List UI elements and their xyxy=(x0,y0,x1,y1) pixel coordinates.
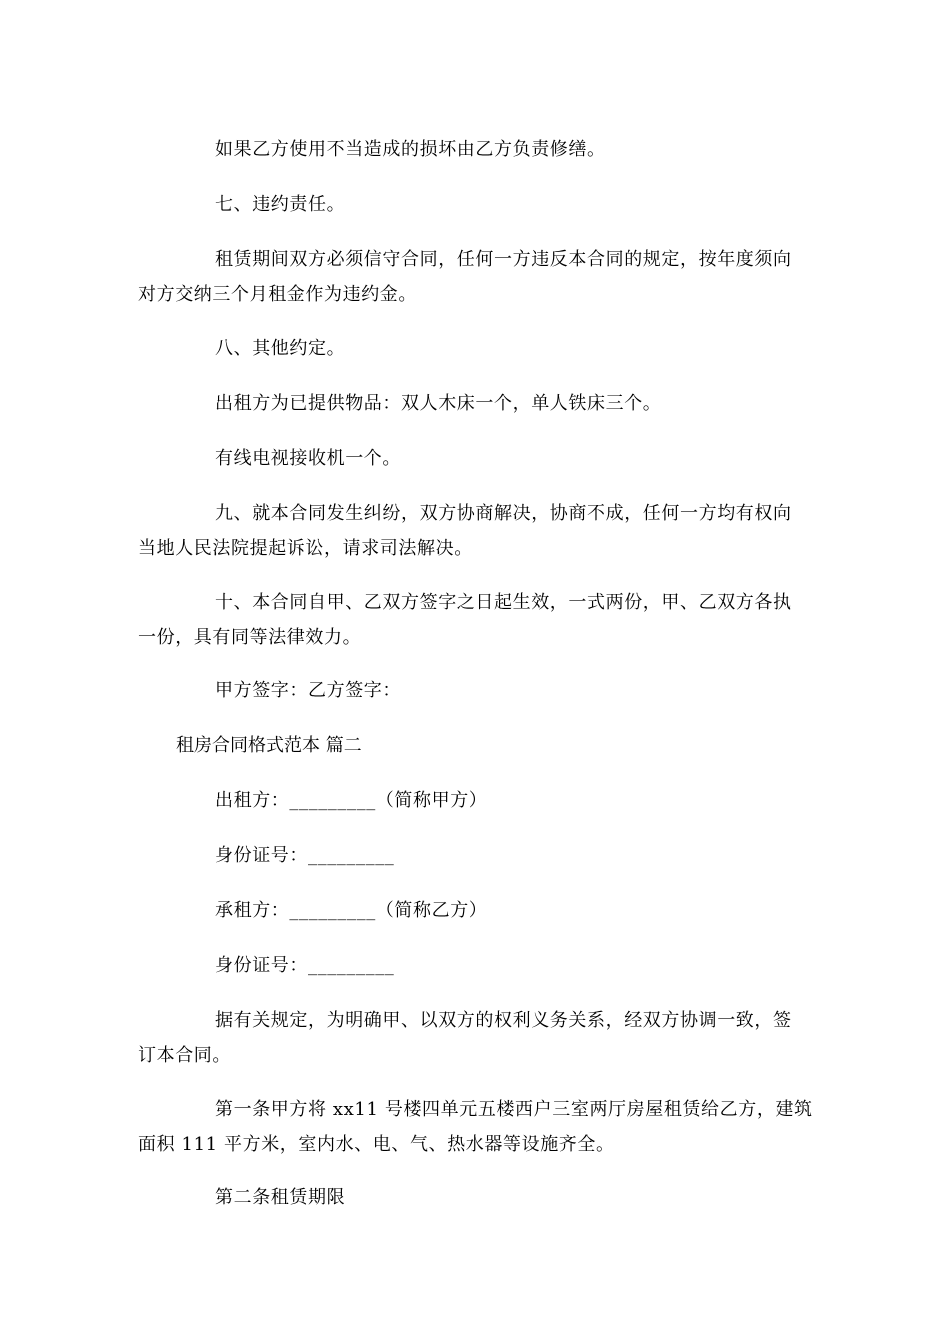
paragraph-items xyxy=(138,386,814,421)
text-line: 租赁期间双方必须信守合同，任何一方违反本合同的规定，按年度须向 xyxy=(215,249,792,270)
text-line: 身份证号：_________ xyxy=(215,955,395,976)
paragraph-article-1 xyxy=(138,1092,814,1162)
paragraph-repair xyxy=(138,132,814,167)
paragraph-preamble xyxy=(138,1003,814,1073)
field-lessee-id xyxy=(138,948,814,983)
text-line: 第二条租赁期限 xyxy=(215,1187,346,1208)
text-line: 据有关规定，为明确甲、以双方的权利义务关系，经双方协调一致，签 xyxy=(215,1010,792,1031)
text-line: 甲方签字：乙方签字： xyxy=(215,680,401,701)
text-line: 出租方：_________（简称甲方） xyxy=(215,790,488,811)
text-line: 有线电视接收机一个。 xyxy=(215,448,401,469)
text-line: 出租方为已提供物品：双人木床一个，单人铁床三个。 xyxy=(215,393,662,414)
text-line: 面积 111 平方米，室内水、电、气、热水器等设施齐全。 xyxy=(138,1134,615,1155)
text-line: 八、其他约定。 xyxy=(215,338,346,359)
paragraph-article-2 xyxy=(138,1180,814,1215)
text-line: 当地人民法院提起诉讼，请求司法解决。 xyxy=(138,538,473,559)
text-line: 第一条甲方将 xx11 号楼四单元五楼西户三室两厅房屋租赁给乙方，建筑 xyxy=(215,1099,813,1120)
text-line: 一份，具有同等法律效力。 xyxy=(138,627,362,648)
paragraph-other-heading xyxy=(138,331,814,366)
text-line: 对方交纳三个月租金作为违约金。 xyxy=(138,284,417,305)
text-line: 九、就本合同发生纠纷，双方协商解决，协商不成，任何一方均有权向 xyxy=(215,503,792,524)
paragraph-tv xyxy=(138,441,814,476)
text-line: 七、违约责任。 xyxy=(215,194,346,215)
field-lessee xyxy=(138,893,814,928)
text-line: 十、本合同自甲、乙双方签字之日起生效，一式两份，甲、乙双方各执 xyxy=(215,592,792,613)
paragraph-breach-heading xyxy=(138,187,814,222)
text-line: 如果乙方使用不当造成的损坏由乙方负责修缮。 xyxy=(215,139,606,160)
paragraph-effective xyxy=(138,585,814,655)
text-line: 承租方：_________（简称乙方） xyxy=(215,900,488,921)
field-lessor xyxy=(138,783,814,818)
paragraph-signatures xyxy=(138,673,814,708)
paragraph-dispute xyxy=(138,496,814,566)
text-line: 订本合同。 xyxy=(138,1045,231,1066)
section-title: 租房合同格式范本 篇二 xyxy=(176,735,362,756)
paragraph-breach xyxy=(138,242,814,312)
field-lessor-id xyxy=(138,838,814,873)
text-line: 身份证号：_________ xyxy=(215,845,395,866)
